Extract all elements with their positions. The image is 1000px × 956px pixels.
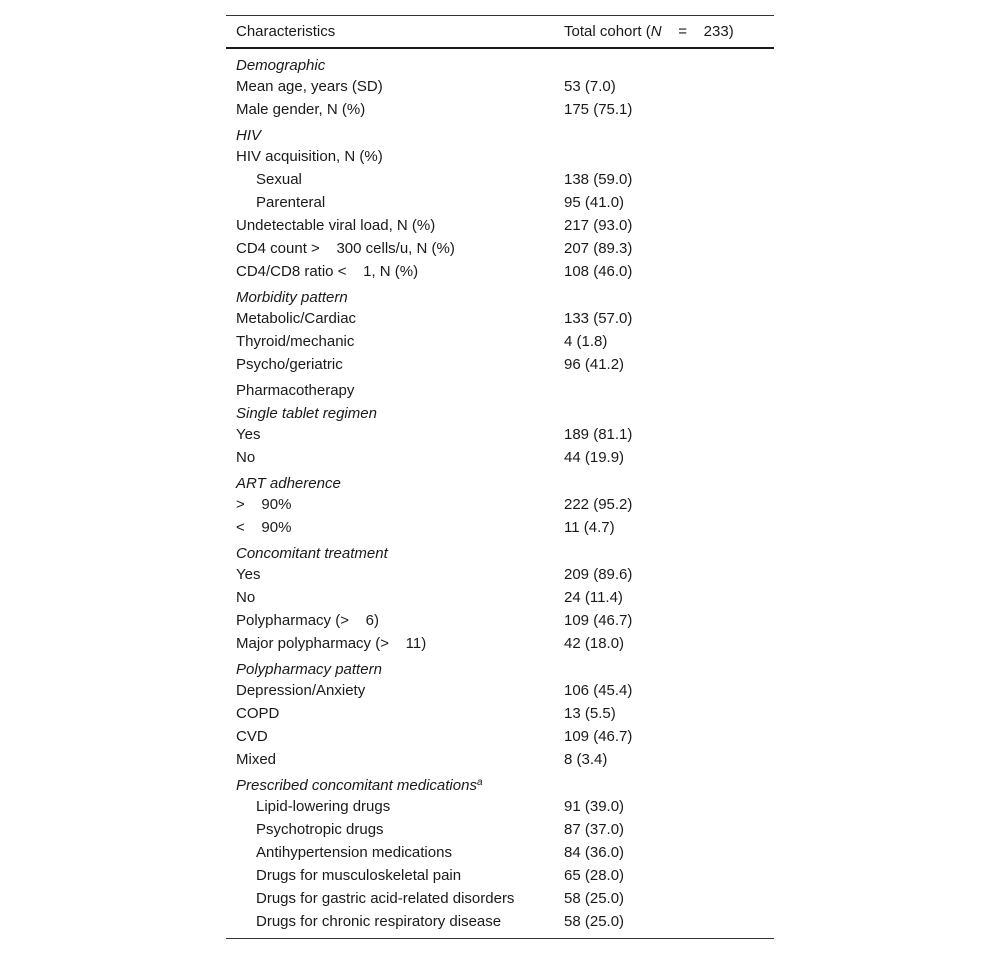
table-row-psycho [226, 353, 774, 376]
row-label: Sexual [256, 171, 302, 188]
header-total-suffix: = 233) [661, 23, 734, 40]
section-label: ART adherence [236, 475, 341, 492]
section-pharmacotherapy [226, 376, 774, 400]
section-label: HIV [236, 127, 262, 144]
row-label: CVD [236, 728, 268, 745]
row-value: 24 (11.4) [564, 589, 623, 606]
row-label: Drugs for gastric acid-related disorders [256, 890, 515, 907]
section-label: Single tablet regimen [236, 405, 377, 422]
table-row-cd4cd8 [226, 260, 774, 283]
section-label: Morbidity pattern [236, 289, 348, 306]
row-value: 91 (39.0) [564, 798, 625, 815]
table-row-undetectable [226, 214, 774, 237]
row-value: 175 (75.1) [564, 101, 633, 118]
row-value: 96 (41.2) [564, 356, 625, 373]
row-label: Polypharmacy (> 6) [236, 612, 379, 629]
row-label: Drugs for musculoskeletal pain [256, 867, 462, 884]
row-value: 108 (46.0) [564, 263, 633, 280]
row-label: Psycho/geriatric [236, 356, 343, 373]
row-label: Metabolic/Cardiac [236, 310, 357, 327]
section-prescribed [226, 771, 774, 795]
row-value: 209 (89.6) [564, 566, 633, 583]
table-row-antihypertension [226, 841, 774, 864]
row-value: 44 (19.9) [564, 449, 625, 466]
row-label: Depression/Anxiety [236, 682, 366, 699]
row-label: COPD [236, 705, 280, 722]
row-value: 4 (1.8) [564, 333, 608, 350]
table-row-metabolic [226, 307, 774, 330]
row-value: 87 (37.0) [564, 821, 625, 838]
row-label: No [236, 589, 256, 606]
table-row-thyroid [226, 330, 774, 353]
row-value: 65 (28.0) [564, 867, 625, 884]
prescribed-label: Prescribed concomitant medications [236, 777, 477, 794]
header-total-cohort [564, 23, 774, 40]
header-characteristics: Characteristics [236, 23, 336, 40]
table-row-respiratory [226, 910, 774, 933]
table-row-major-polypharmacy [226, 632, 774, 655]
section-label: Pharmacotherapy [236, 382, 355, 399]
section-label: Demographic [236, 57, 326, 74]
row-value: 109 (46.7) [564, 612, 633, 629]
row-value: 138 (59.0) [564, 171, 633, 188]
row-label: Male gender, N (%) [236, 101, 366, 118]
row-value: 13 (5.5) [564, 705, 616, 722]
section-label: Polypharmacy pattern [236, 661, 382, 678]
table-bottom-rule [226, 938, 774, 939]
row-value: 207 (89.3) [564, 240, 633, 257]
section-art-adherence [226, 469, 774, 493]
row-value: 133 (57.0) [564, 310, 633, 327]
row-label: No [236, 449, 256, 466]
row-value: 84 (36.0) [564, 844, 625, 861]
row-label: Parenteral [256, 194, 326, 211]
table-row-adherence-gt [226, 493, 774, 516]
table-row-cvd [226, 725, 774, 748]
section-morbidity [226, 283, 774, 307]
table-row-depression [226, 679, 774, 702]
table-row-conc-no [226, 586, 774, 609]
row-label: HIV acquisition, N (%) [236, 148, 383, 165]
row-label: Mixed [236, 751, 277, 768]
row-value: 95 (41.0) [564, 194, 625, 211]
row-label: Yes [236, 426, 261, 443]
row-label: Lipid-lowering drugs [256, 798, 391, 815]
table-row-copd [226, 702, 774, 725]
section-polypharmacy-pattern [226, 655, 774, 679]
row-label: CD4 count > 300 cells/u, N (%) [236, 240, 455, 257]
row-value: 189 (81.1) [564, 426, 633, 443]
table-row-mean-age [226, 75, 774, 98]
table-row-mixed [226, 748, 774, 771]
row-value: 11 (4.7) [564, 519, 615, 536]
row-value: 58 (25.0) [564, 913, 625, 930]
row-label: Drugs for chronic respiratory disease [256, 913, 502, 930]
table-row-parenteral [226, 191, 774, 214]
row-label: > 90% [236, 496, 292, 513]
row-value: 109 (46.7) [564, 728, 633, 745]
table-row-adherence-lt [226, 516, 774, 539]
table-header [226, 16, 774, 49]
row-label: Major polypharmacy (> 11) [236, 635, 427, 652]
table-row-lipid [226, 795, 774, 818]
row-value: 106 (45.4) [564, 682, 633, 699]
table-row-musculoskeletal [226, 864, 774, 887]
footnote-marker: a [476, 777, 483, 788]
row-value: 8 (3.4) [564, 751, 608, 768]
table-row-sexual [226, 168, 774, 191]
row-label: Psychotropic drugs [256, 821, 384, 838]
section-single-tablet [226, 400, 774, 423]
section-concomitant [226, 539, 774, 563]
section-label [226, 777, 564, 794]
row-label: CD4/CD8 ratio < 1, N (%) [236, 263, 419, 280]
section-hiv [226, 121, 774, 145]
table-row-str-yes [226, 423, 774, 446]
table-row-str-no [226, 446, 774, 469]
table-row-hiv-acquisition [226, 145, 774, 168]
row-label: Antihypertension medications [256, 844, 452, 861]
section-demographic [226, 51, 774, 75]
row-label: < 90% [236, 519, 292, 536]
row-label: Yes [236, 566, 261, 583]
header-total-prefix: Total cohort ( [564, 23, 651, 40]
row-label: Mean age, years (SD) [236, 78, 383, 95]
row-value: 222 (95.2) [564, 496, 633, 513]
table-row-conc-yes [226, 563, 774, 586]
table-row-polypharmacy [226, 609, 774, 632]
table-row-gastric [226, 887, 774, 910]
row-value: 42 (18.0) [564, 635, 625, 652]
row-value: 53 (7.0) [564, 78, 616, 95]
section-label: Concomitant treatment [236, 545, 388, 562]
table-row-cd4 [226, 237, 774, 260]
table-row-psychotropic [226, 818, 774, 841]
header-n-italic: N [650, 23, 662, 40]
table-row-male-gender [226, 98, 774, 121]
row-value: 217 (93.0) [564, 217, 633, 234]
row-label: Undetectable viral load, N (%) [236, 217, 436, 234]
row-value: 58 (25.0) [564, 890, 625, 907]
characteristics-table [226, 15, 774, 939]
row-label: Thyroid/mechanic [236, 333, 355, 350]
